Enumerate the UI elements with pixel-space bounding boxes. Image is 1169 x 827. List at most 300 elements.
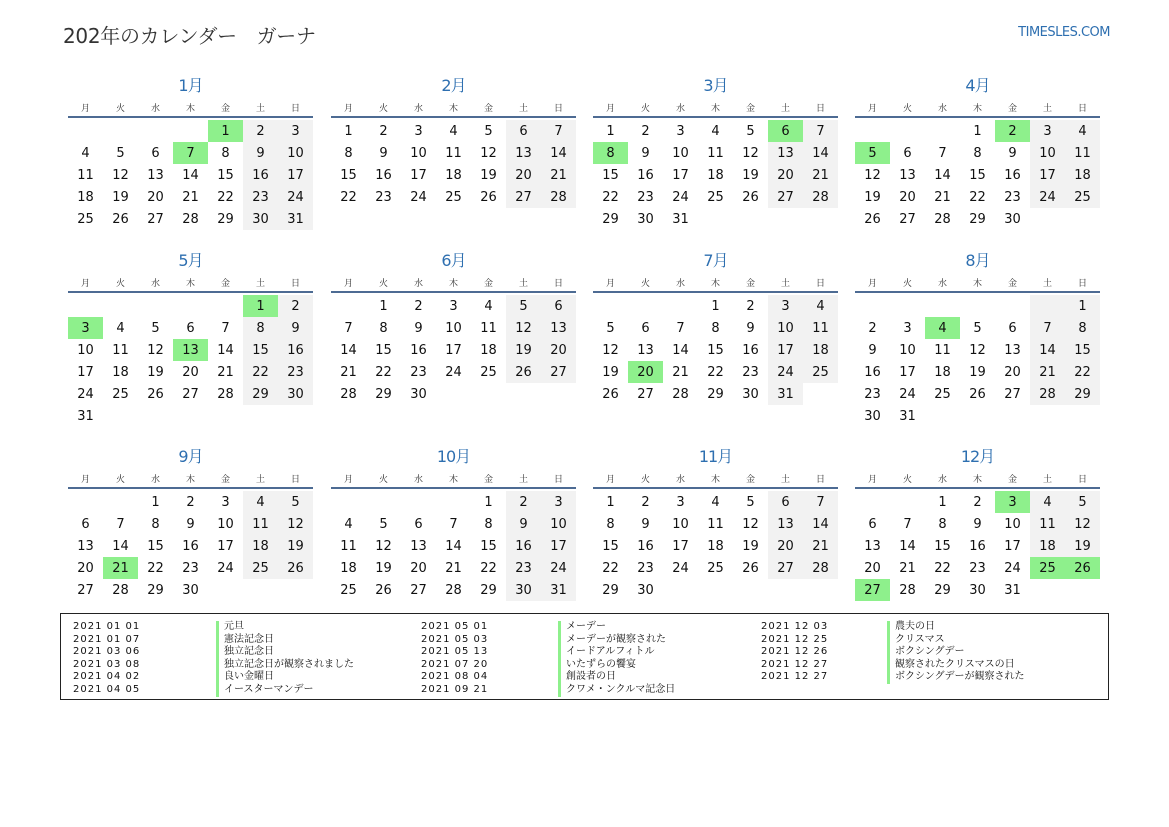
day-cell[interactable]: 3 — [541, 491, 576, 513]
day-cell[interactable]: 3 — [1030, 120, 1065, 142]
day-cell[interactable]: 6 — [903, 145, 912, 161]
day-cell[interactable]: 31 — [77, 408, 94, 424]
day-cell[interactable]: 27 — [899, 211, 916, 227]
day-cell[interactable]: 1 — [484, 494, 493, 510]
day-cell[interactable]: 14 — [182, 167, 199, 183]
day-cell[interactable]: 19 — [1065, 535, 1100, 557]
day-cell[interactable]: 31 — [278, 208, 313, 230]
day-cell[interactable]: 14 — [445, 538, 462, 554]
day-cell[interactable]: 19 — [602, 364, 619, 380]
day-cell[interactable]: 5 — [973, 320, 982, 336]
day-cell[interactable]: 27 — [768, 557, 803, 579]
day-cell[interactable]: 4 — [344, 516, 353, 532]
day-cell[interactable]: 31 — [899, 408, 916, 424]
day-cell[interactable]: 12 — [969, 342, 986, 358]
day-cell[interactable]: 27 — [768, 186, 803, 208]
day-cell[interactable]: 29 — [934, 582, 951, 598]
day-cell[interactable]: 23 — [182, 560, 199, 576]
day-cell[interactable]: 28 — [541, 186, 576, 208]
day-cell[interactable]: 18 — [340, 560, 357, 576]
day-cell[interactable]: 10 — [445, 320, 462, 336]
day-cell[interactable]: 2 — [641, 494, 650, 510]
day-cell[interactable]: 9 — [641, 516, 650, 532]
day-cell[interactable]: 6 — [768, 120, 803, 142]
day-cell[interactable]: 5 — [151, 320, 160, 336]
day-cell[interactable]: 24 — [217, 560, 234, 576]
day-cell[interactable]: 1 — [151, 494, 160, 510]
day-cell[interactable]: 12 — [602, 342, 619, 358]
day-cell[interactable]: 23 — [506, 557, 541, 579]
day-cell[interactable]: 29 — [147, 582, 164, 598]
day-cell[interactable]: 25 — [77, 211, 94, 227]
day-cell[interactable]: 13 — [899, 167, 916, 183]
day-cell[interactable]: 5 — [746, 123, 755, 139]
day-cell[interactable]: 25 — [707, 189, 724, 205]
day-cell[interactable]: 5 — [746, 494, 755, 510]
day-cell[interactable]: 9 — [243, 142, 278, 164]
day-cell[interactable]: 5 — [606, 320, 615, 336]
day-cell[interactable]: 16 — [742, 342, 759, 358]
day-cell[interactable]: 4 — [925, 317, 960, 339]
day-cell[interactable]: 10 — [1030, 142, 1065, 164]
day-cell[interactable]: 29 — [707, 386, 724, 402]
day-cell[interactable]: 13 — [637, 342, 654, 358]
day-cell[interactable]: 23 — [243, 186, 278, 208]
day-cell[interactable]: 29 — [480, 582, 497, 598]
day-cell[interactable]: 13 — [147, 167, 164, 183]
day-cell[interactable]: 23 — [742, 364, 759, 380]
day-cell[interactable]: 11 — [707, 145, 724, 161]
day-cell[interactable]: 26 — [112, 211, 129, 227]
day-cell[interactable]: 21 — [445, 560, 462, 576]
day-cell[interactable]: 4 — [449, 123, 458, 139]
day-cell[interactable]: 25 — [1065, 186, 1100, 208]
day-cell[interactable]: 20 — [864, 560, 881, 576]
day-cell[interactable]: 21 — [541, 164, 576, 186]
day-cell[interactable]: 30 — [969, 582, 986, 598]
day-cell[interactable]: 9 — [973, 516, 982, 532]
day-cell[interactable]: 16 — [637, 538, 654, 554]
day-cell[interactable]: 12 — [1065, 513, 1100, 535]
day-cell[interactable]: 28 — [899, 582, 916, 598]
day-cell[interactable]: 2 — [868, 320, 877, 336]
day-cell[interactable]: 3 — [221, 494, 230, 510]
day-cell[interactable]: 10 — [1004, 516, 1021, 532]
day-cell[interactable]: 3 — [676, 123, 685, 139]
day-cell[interactable]: 22 — [147, 560, 164, 576]
day-cell[interactable]: 1 — [938, 494, 947, 510]
day-cell[interactable]: 6 — [186, 320, 195, 336]
day-cell[interactable]: 2 — [641, 123, 650, 139]
day-cell[interactable]: 9 — [186, 516, 195, 532]
day-cell[interactable]: 20 — [147, 189, 164, 205]
day-cell[interactable]: 2 — [506, 491, 541, 513]
day-cell[interactable]: 8 — [973, 145, 982, 161]
day-cell[interactable]: 22 — [1065, 361, 1100, 383]
day-cell[interactable]: 21 — [1030, 361, 1065, 383]
day-cell[interactable]: 15 — [707, 342, 724, 358]
day-cell[interactable]: 17 — [768, 339, 803, 361]
day-cell[interactable]: 17 — [672, 538, 689, 554]
day-cell[interactable]: 13 — [864, 538, 881, 554]
day-cell[interactable]: 25 — [707, 560, 724, 576]
day-cell[interactable]: 4 — [81, 145, 90, 161]
day-cell[interactable]: 29 — [375, 386, 392, 402]
day-cell[interactable]: 19 — [969, 364, 986, 380]
day-cell[interactable]: 30 — [637, 211, 654, 227]
day-cell[interactable]: 24 — [77, 386, 94, 402]
day-cell[interactable]: 28 — [672, 386, 689, 402]
day-cell[interactable]: 3 — [768, 295, 803, 317]
day-cell[interactable]: 29 — [243, 383, 278, 405]
day-cell[interactable]: 15 — [602, 167, 619, 183]
day-cell[interactable]: 1 — [379, 298, 388, 314]
day-cell[interactable]: 4 — [484, 298, 493, 314]
day-cell[interactable]: 22 — [602, 560, 619, 576]
day-cell[interactable]: 16 — [182, 538, 199, 554]
day-cell[interactable]: 15 — [375, 342, 392, 358]
day-cell[interactable]: 7 — [676, 320, 685, 336]
day-cell[interactable]: 23 — [637, 189, 654, 205]
day-cell[interactable]: 14 — [217, 342, 234, 358]
day-cell[interactable]: 27 — [147, 211, 164, 227]
day-cell[interactable]: 19 — [864, 189, 881, 205]
day-cell[interactable]: 18 — [77, 189, 94, 205]
day-cell[interactable]: 19 — [278, 535, 313, 557]
day-cell[interactable]: 30 — [1004, 211, 1021, 227]
day-cell[interactable]: 5 — [484, 123, 493, 139]
day-cell[interactable]: 2 — [379, 123, 388, 139]
day-cell[interactable]: 18 — [112, 364, 129, 380]
day-cell[interactable]: 26 — [278, 557, 313, 579]
day-cell[interactable]: 31 — [672, 211, 689, 227]
day-cell[interactable]: 20 — [1004, 364, 1021, 380]
day-cell[interactable]: 8 — [938, 516, 947, 532]
day-cell[interactable]: 11 — [340, 538, 357, 554]
day-cell[interactable]: 28 — [182, 211, 199, 227]
day-cell[interactable]: 19 — [742, 167, 759, 183]
day-cell[interactable]: 28 — [803, 557, 838, 579]
day-cell[interactable]: 21 — [803, 535, 838, 557]
day-cell[interactable]: 16 — [1004, 167, 1021, 183]
day-cell[interactable]: 5 — [855, 142, 890, 164]
day-cell[interactable]: 28 — [1030, 383, 1065, 405]
day-cell[interactable]: 31 — [768, 383, 803, 405]
day-cell[interactable]: 12 — [864, 167, 881, 183]
day-cell[interactable]: 5 — [116, 145, 125, 161]
day-cell[interactable]: 10 — [410, 145, 427, 161]
day-cell[interactable]: 8 — [344, 145, 353, 161]
day-cell[interactable]: 25 — [803, 361, 838, 383]
day-cell[interactable]: 6 — [1008, 320, 1017, 336]
day-cell[interactable]: 15 — [934, 538, 951, 554]
day-cell[interactable]: 7 — [344, 320, 353, 336]
day-cell[interactable]: 14 — [340, 342, 357, 358]
day-cell[interactable]: 20 — [899, 189, 916, 205]
day-cell[interactable]: 11 — [934, 342, 951, 358]
day-cell[interactable]: 9 — [278, 317, 313, 339]
day-cell[interactable]: 9 — [641, 145, 650, 161]
day-cell[interactable]: 23 — [969, 560, 986, 576]
day-cell[interactable]: 5 — [506, 295, 541, 317]
day-cell[interactable]: 6 — [151, 145, 160, 161]
day-cell[interactable]: 24 — [410, 189, 427, 205]
day-cell[interactable]: 6 — [81, 516, 90, 532]
day-cell[interactable]: 15 — [217, 167, 234, 183]
day-cell[interactable]: 23 — [864, 386, 881, 402]
day-cell[interactable]: 24 — [1004, 560, 1021, 576]
day-cell[interactable]: 30 — [506, 579, 541, 601]
day-cell[interactable]: 22 — [375, 364, 392, 380]
day-cell[interactable]: 21 — [340, 364, 357, 380]
day-cell[interactable]: 17 — [899, 364, 916, 380]
day-cell[interactable]: 13 — [1004, 342, 1021, 358]
day-cell[interactable]: 25 — [445, 189, 462, 205]
day-cell[interactable]: 10 — [672, 145, 689, 161]
day-cell[interactable]: 10 — [278, 142, 313, 164]
day-cell[interactable]: 22 — [602, 189, 619, 205]
day-cell[interactable]: 7 — [1030, 317, 1065, 339]
day-cell[interactable]: 31 — [541, 579, 576, 601]
day-cell[interactable]: 13 — [410, 538, 427, 554]
day-cell[interactable]: 17 — [672, 167, 689, 183]
day-cell[interactable]: 16 — [969, 538, 986, 554]
day-cell[interactable]: 24 — [541, 557, 576, 579]
day-cell[interactable]: 2 — [278, 295, 313, 317]
day-cell[interactable]: 6 — [414, 516, 423, 532]
day-cell[interactable]: 20 — [628, 361, 663, 383]
day-cell[interactable]: 12 — [742, 145, 759, 161]
day-cell[interactable]: 20 — [768, 535, 803, 557]
day-cell[interactable]: 10 — [768, 317, 803, 339]
day-cell[interactable]: 7 — [803, 120, 838, 142]
day-cell[interactable]: 10 — [672, 516, 689, 532]
day-cell[interactable]: 26 — [147, 386, 164, 402]
day-cell[interactable]: 22 — [340, 189, 357, 205]
day-cell[interactable]: 17 — [1004, 538, 1021, 554]
day-cell[interactable]: 10 — [217, 516, 234, 532]
day-cell[interactable]: 13 — [541, 317, 576, 339]
day-cell[interactable]: 6 — [641, 320, 650, 336]
day-cell[interactable]: 8 — [606, 516, 615, 532]
day-cell[interactable]: 10 — [541, 513, 576, 535]
day-cell[interactable]: 26 — [1065, 557, 1100, 579]
day-cell[interactable]: 7 — [938, 145, 947, 161]
day-cell[interactable]: 20 — [410, 560, 427, 576]
day-cell[interactable]: 29 — [602, 211, 619, 227]
day-cell[interactable]: 11 — [77, 167, 94, 183]
day-cell[interactable]: 11 — [1030, 513, 1065, 535]
day-cell[interactable]: 30 — [243, 208, 278, 230]
day-cell[interactable]: 4 — [243, 491, 278, 513]
day-cell[interactable]: 19 — [147, 364, 164, 380]
day-cell[interactable]: 29 — [217, 211, 234, 227]
day-cell[interactable]: 24 — [445, 364, 462, 380]
day-cell[interactable]: 15 — [340, 167, 357, 183]
day-cell[interactable]: 11 — [803, 317, 838, 339]
day-cell[interactable]: 18 — [803, 339, 838, 361]
day-cell[interactable]: 14 — [672, 342, 689, 358]
day-cell[interactable]: 25 — [1030, 557, 1065, 579]
day-cell[interactable]: 7 — [116, 516, 125, 532]
day-cell[interactable]: 29 — [969, 211, 986, 227]
day-cell[interactable]: 2 — [243, 120, 278, 142]
day-cell[interactable]: 12 — [480, 145, 497, 161]
day-cell[interactable]: 25 — [480, 364, 497, 380]
day-cell[interactable]: 8 — [593, 142, 628, 164]
day-cell[interactable]: 3 — [903, 320, 912, 336]
day-cell[interactable]: 12 — [147, 342, 164, 358]
day-cell[interactable]: 1 — [711, 298, 720, 314]
day-cell[interactable]: 27 — [637, 386, 654, 402]
day-cell[interactable]: 11 — [707, 516, 724, 532]
day-cell[interactable]: 25 — [934, 386, 951, 402]
day-cell[interactable]: 7 — [541, 120, 576, 142]
day-cell[interactable]: 19 — [112, 189, 129, 205]
day-cell[interactable]: 17 — [445, 342, 462, 358]
day-cell[interactable]: 12 — [506, 317, 541, 339]
day-cell[interactable]: 12 — [112, 167, 129, 183]
day-cell[interactable]: 9 — [1008, 145, 1017, 161]
day-cell[interactable]: 29 — [1065, 383, 1100, 405]
day-cell[interactable]: 20 — [541, 339, 576, 361]
day-cell[interactable]: 30 — [278, 383, 313, 405]
day-cell[interactable]: 3 — [995, 491, 1030, 513]
day-cell[interactable]: 30 — [742, 386, 759, 402]
day-cell[interactable]: 17 — [278, 164, 313, 186]
day-cell[interactable]: 25 — [340, 582, 357, 598]
day-cell[interactable]: 4 — [1030, 491, 1065, 513]
day-cell[interactable]: 8 — [221, 145, 230, 161]
day-cell[interactable]: 6 — [768, 491, 803, 513]
day-cell[interactable]: 22 — [969, 189, 986, 205]
day-cell[interactable]: 17 — [541, 535, 576, 557]
day-cell[interactable]: 19 — [742, 538, 759, 554]
day-cell[interactable]: 8 — [379, 320, 388, 336]
day-cell[interactable]: 28 — [934, 211, 951, 227]
day-cell[interactable]: 9 — [506, 513, 541, 535]
day-cell[interactable]: 28 — [112, 582, 129, 598]
day-cell[interactable]: 5 — [278, 491, 313, 513]
day-cell[interactable]: 27 — [1004, 386, 1021, 402]
day-cell[interactable]: 11 — [1065, 142, 1100, 164]
day-cell[interactable]: 18 — [707, 538, 724, 554]
day-cell[interactable]: 29 — [602, 582, 619, 598]
day-cell[interactable]: 15 — [602, 538, 619, 554]
day-cell[interactable]: 5 — [1065, 491, 1100, 513]
day-cell[interactable]: 16 — [375, 167, 392, 183]
day-cell[interactable]: 4 — [116, 320, 125, 336]
day-cell[interactable]: 14 — [899, 538, 916, 554]
day-cell[interactable]: 17 — [410, 167, 427, 183]
day-cell[interactable]: 12 — [375, 538, 392, 554]
day-cell[interactable]: 8 — [151, 516, 160, 532]
day-cell[interactable]: 14 — [541, 142, 576, 164]
day-cell[interactable]: 26 — [506, 361, 541, 383]
day-cell[interactable]: 3 — [449, 298, 458, 314]
day-cell[interactable]: 9 — [746, 320, 755, 336]
day-cell[interactable]: 10 — [899, 342, 916, 358]
day-cell[interactable]: 15 — [480, 538, 497, 554]
day-cell[interactable]: 1 — [606, 123, 615, 139]
day-cell[interactable]: 8 — [243, 317, 278, 339]
day-cell[interactable]: 25 — [112, 386, 129, 402]
day-cell[interactable]: 23 — [637, 560, 654, 576]
day-cell[interactable]: 4 — [711, 494, 720, 510]
day-cell[interactable]: 15 — [1065, 339, 1100, 361]
day-cell[interactable]: 8 — [1065, 317, 1100, 339]
day-cell[interactable]: 14 — [803, 142, 838, 164]
day-cell[interactable]: 15 — [243, 339, 278, 361]
day-cell[interactable]: 3 — [68, 317, 103, 339]
day-cell[interactable]: 11 — [480, 320, 497, 336]
day-cell[interactable]: 23 — [375, 189, 392, 205]
day-cell[interactable]: 18 — [934, 364, 951, 380]
day-cell[interactable]: 7 — [221, 320, 230, 336]
day-cell[interactable]: 30 — [410, 386, 427, 402]
day-cell[interactable]: 6 — [506, 120, 541, 142]
day-cell[interactable]: 4 — [803, 295, 838, 317]
day-cell[interactable]: 16 — [864, 364, 881, 380]
day-cell[interactable]: 2 — [973, 494, 982, 510]
day-cell[interactable]: 5 — [379, 516, 388, 532]
day-cell[interactable]: 6 — [868, 516, 877, 532]
day-cell[interactable]: 1 — [243, 295, 278, 317]
day-cell[interactable]: 31 — [1004, 582, 1021, 598]
day-cell[interactable]: 9 — [379, 145, 388, 161]
day-cell[interactable]: 3 — [414, 123, 423, 139]
day-cell[interactable]: 6 — [541, 295, 576, 317]
day-cell[interactable]: 18 — [243, 535, 278, 557]
day-cell[interactable]: 21 — [103, 557, 138, 579]
day-cell[interactable]: 26 — [969, 386, 986, 402]
day-cell[interactable]: 17 — [217, 538, 234, 554]
day-cell[interactable]: 19 — [375, 560, 392, 576]
site-link[interactable]: TIMESLES.COM — [1018, 25, 1110, 40]
day-cell[interactable]: 13 — [173, 339, 208, 361]
day-cell[interactable]: 18 — [1030, 535, 1065, 557]
day-cell[interactable]: 24 — [278, 186, 313, 208]
day-cell[interactable]: 14 — [112, 538, 129, 554]
day-cell[interactable]: 19 — [506, 339, 541, 361]
day-cell[interactable]: 9 — [868, 342, 877, 358]
day-cell[interactable]: 9 — [414, 320, 423, 336]
day-cell[interactable]: 21 — [803, 164, 838, 186]
day-cell[interactable]: 27 — [541, 361, 576, 383]
day-cell[interactable]: 21 — [672, 364, 689, 380]
day-cell[interactable]: 3 — [278, 120, 313, 142]
day-cell[interactable]: 10 — [77, 342, 94, 358]
day-cell[interactable]: 16 — [410, 342, 427, 358]
day-cell[interactable]: 21 — [899, 560, 916, 576]
day-cell[interactable]: 26 — [742, 560, 759, 576]
day-cell[interactable]: 13 — [768, 513, 803, 535]
day-cell[interactable]: 22 — [934, 560, 951, 576]
day-cell[interactable]: 30 — [182, 582, 199, 598]
day-cell[interactable]: 27 — [410, 582, 427, 598]
day-cell[interactable]: 28 — [217, 386, 234, 402]
day-cell[interactable]: 15 — [969, 167, 986, 183]
day-cell[interactable]: 27 — [182, 386, 199, 402]
day-cell[interactable]: 1 — [344, 123, 353, 139]
day-cell[interactable]: 24 — [899, 386, 916, 402]
day-cell[interactable]: 22 — [243, 361, 278, 383]
day-cell[interactable]: 14 — [1030, 339, 1065, 361]
day-cell[interactable]: 22 — [707, 364, 724, 380]
day-cell[interactable]: 21 — [182, 189, 199, 205]
day-cell[interactable]: 13 — [77, 538, 94, 554]
day-cell[interactable]: 26 — [602, 386, 619, 402]
